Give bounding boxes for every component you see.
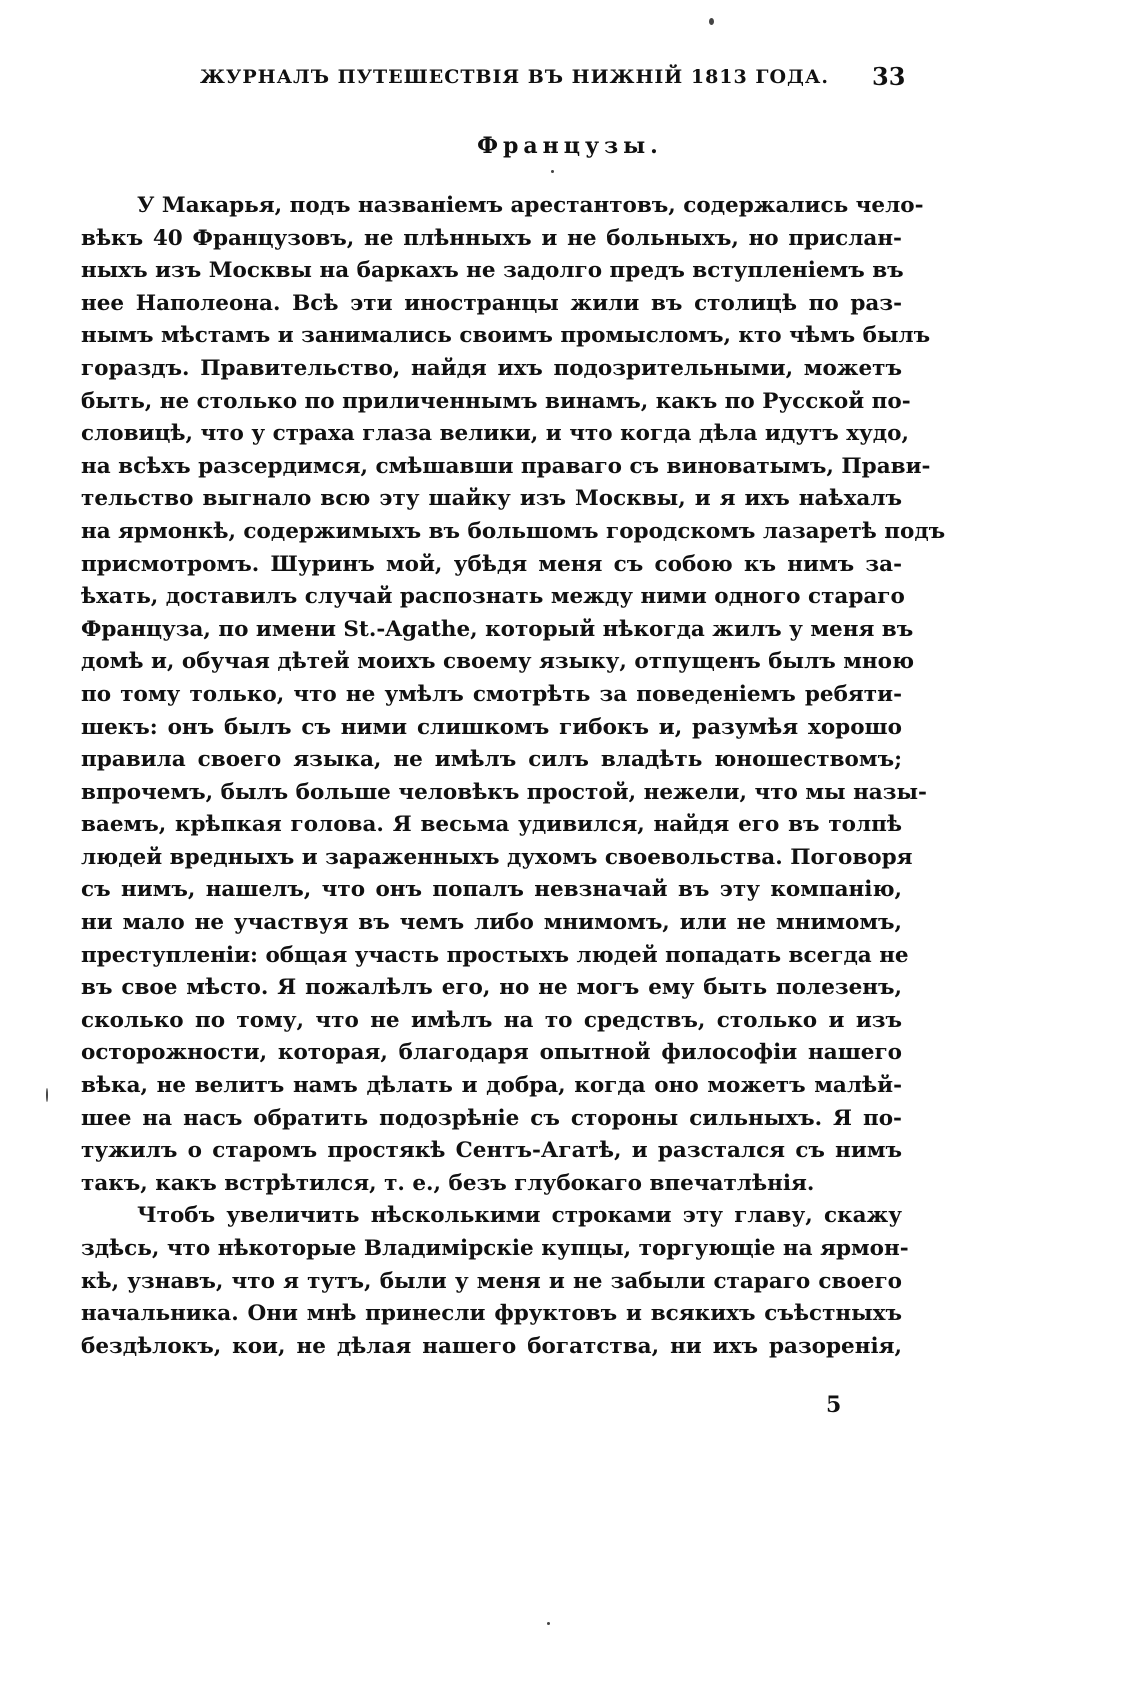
scan-speck [547, 1622, 550, 1625]
text-line: вѣкъ 40 Французовъ, не плѣнныхъ и не больныхъ, но прислан- [81, 225, 902, 251]
text-line: начальника. Они мнѣ принесли фруктовъ и всякихъ съѣстныхъ [81, 1301, 902, 1327]
text-line: бездѣлокъ, кои, не дѣлая нашего богатства, ни ихъ разоренія, [81, 1333, 902, 1359]
text-line: ѣхать, доставилъ случай распознать между ними одного стараго [81, 584, 905, 610]
scan-speck [709, 18, 714, 25]
text-line: вѣка, не велитъ намъ дѣлать и добра, когда оно можетъ малѣй- [81, 1073, 902, 1099]
running-header-title: ЖУРНАЛЪ ПУТЕШЕСТВІЯ ВЪ НИЖНІЙ 1813 ГОДА. [200, 66, 830, 88]
scan-speck [551, 170, 554, 173]
text-line: ни мало не участвуя въ чемъ либо мнимомъ, или не мнимомъ, [81, 910, 902, 936]
text-line: ныхъ изъ Москвы на баркахъ не задолго предъ вступленіемъ въ [81, 258, 904, 284]
text-line: на всѣхъ разсердимся, смѣшавши праваго съ виноватымъ, Прави- [81, 453, 931, 479]
text-line: по тому только, что не умѣлъ смотрѣть за поведеніемъ ребяти- [81, 681, 902, 707]
scan-speck [46, 1088, 48, 1102]
text-line: осторожности, которая, благодаря опытной философіи нашего [81, 1040, 902, 1066]
text-line: шекъ: онъ былъ съ ними слишкомъ гибокъ и, разумѣя хорошо [81, 714, 902, 740]
text-line: сколько по тому, что не имѣлъ на то средствъ, столько и изъ [81, 1007, 902, 1033]
text-line: впрочемъ, былъ больше человѣкъ простой, нежели, что мы назы- [81, 779, 927, 805]
text-line: кѣ, узнавъ, что я тутъ, были у меня и не забыли стараго своего [81, 1268, 902, 1294]
text-line: У Макарья, подъ названіемъ арестантовъ, содержались чело- [137, 193, 924, 218]
text-line: присмотромъ. Шуринъ мой, убѣдя меня съ собою къ нимъ за- [81, 551, 902, 577]
text-line: домѣ и, обучая дѣтей моихъ своему языку, отпущенъ былъ мною [81, 649, 915, 675]
text-line: преступленіи: общая участь простыхъ людей попадать всегда не [81, 942, 909, 968]
text-line: шее на насъ обратить подозрѣніе съ стороны сильныхъ. Я по- [81, 1105, 902, 1131]
printer-signature-mark: 5 [826, 1392, 842, 1418]
text-line: ваемъ, крѣпкая голова. Я весьма удивился, найдя его въ толпѣ [81, 812, 902, 838]
page-number: 33 [872, 62, 906, 91]
text-line: здѣсь, что нѣкоторые Владимірскіе купцы, торгующіе на ярмон- [81, 1236, 909, 1261]
text-line: на ярмонкѣ, содержимыхъ въ большомъ городскомъ лазаретѣ подъ [81, 518, 946, 544]
chapter-title: Французы. [477, 133, 663, 159]
text-line: Француза, по имени St.-Agathe, который нѣкогда жилъ у меня въ [81, 616, 914, 642]
text-line: въ свое мѣсто. Я пожалѣлъ его, но не могъ ему быть полезенъ, [81, 975, 902, 1001]
text-line: Чтобъ увеличить нѣсколькими строками эту главу, скажу [137, 1203, 902, 1229]
body-text [81, 190, 946, 1363]
text-line: людей вредныхъ и зараженныхъ духомъ своевольства. Поговоря [81, 844, 913, 870]
text-line: словицѣ, что у страха глаза велики, и что когда дѣла идутъ худо, [81, 421, 909, 447]
text-line: правила своего языка, не имѣлъ силъ владѣть юношествомъ; [81, 747, 902, 773]
text-line: съ нимъ, нашелъ, что онъ попалъ невзначай въ эту компанію, [81, 877, 902, 903]
text-line: тужилъ о старомъ простякѣ Сентъ-Агатѣ, и разстался съ нимъ [81, 1138, 902, 1164]
text-line: гораздъ. Правительство, найдя ихъ подозрительными, можетъ [81, 355, 902, 381]
text-line: нее Наполеона. Всѣ эти иностранцы жили въ столицѣ по раз- [81, 290, 902, 316]
text-line: такъ, какъ встрѣтился, т. е., безъ глубокаго впечатлѣнія. [81, 1170, 815, 1196]
text-line: быть, не столько по приличеннымъ винамъ, какъ по Русской по- [81, 388, 911, 414]
text-line: тельство выгнало всю эту шайку изъ Москвы, и я ихъ наѣхалъ [81, 486, 902, 512]
text-line: нымъ мѣстамъ и занимались своимъ промысломъ, кто чѣмъ былъ [81, 323, 931, 349]
